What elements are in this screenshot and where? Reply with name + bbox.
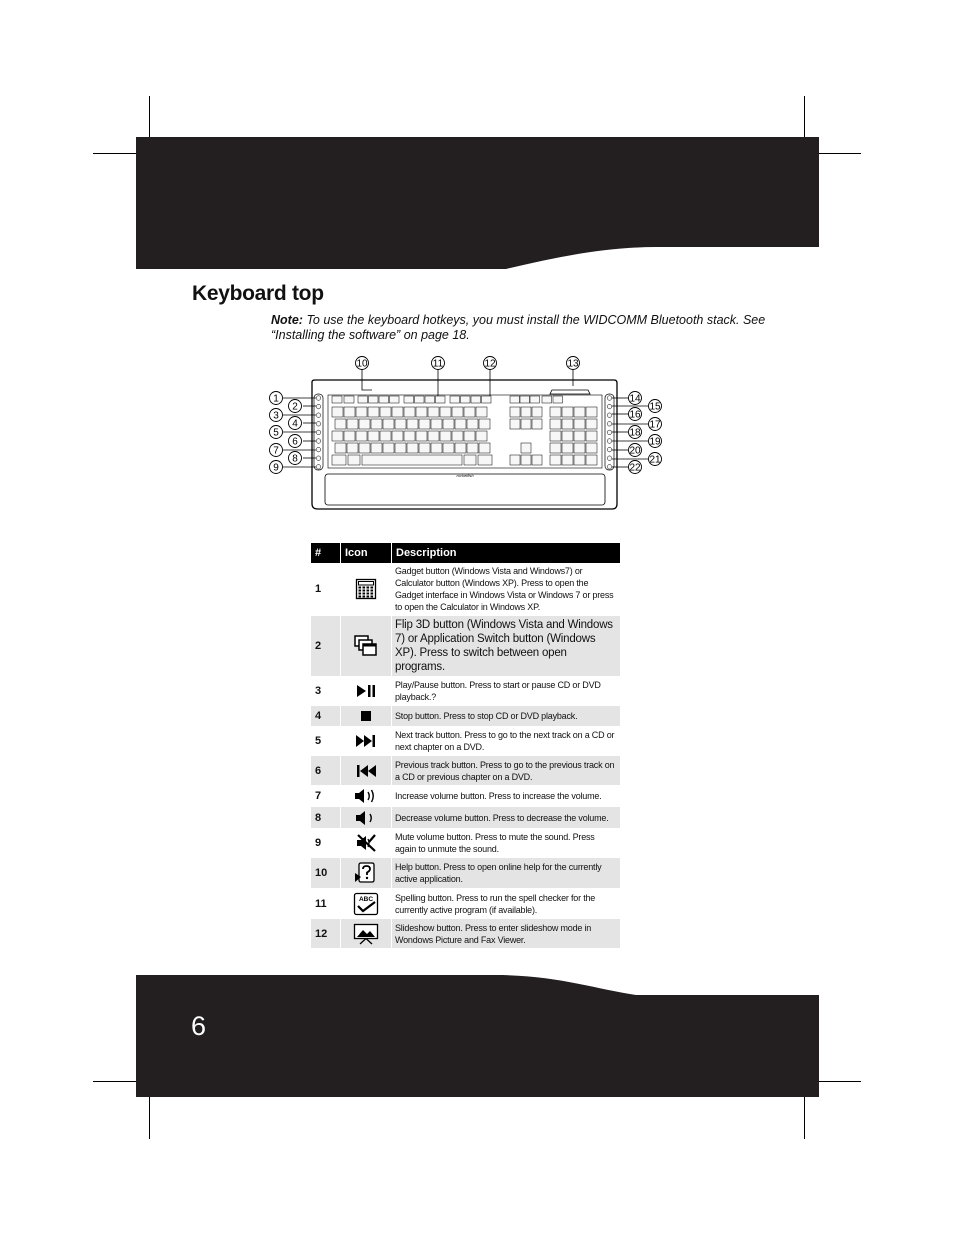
callout-18 [629, 426, 642, 439]
callout-label: 16 [629, 409, 641, 421]
keyboard-key [369, 396, 379, 403]
callout-label: 2 [292, 401, 298, 413]
callout-12 [484, 357, 497, 370]
keyboard-key [425, 396, 435, 403]
side-button [316, 447, 321, 452]
keyboard-key [428, 431, 439, 441]
callout-label: 3 [273, 410, 279, 422]
table-row [311, 727, 620, 756]
callout-16 [629, 408, 642, 421]
next-track-icon [341, 727, 392, 756]
keyboard-key [510, 419, 520, 429]
help-icon [341, 858, 392, 889]
side-button [607, 404, 612, 409]
keyboard-key [532, 455, 542, 465]
callout-label: 14 [629, 393, 641, 405]
keyboard-key [542, 396, 552, 403]
crop-mark [804, 1097, 805, 1139]
table-row [311, 807, 620, 829]
callout-label: 20 [629, 445, 641, 457]
keyboard-key [436, 396, 446, 403]
callout-label: 1 [273, 393, 279, 405]
table-row [311, 706, 620, 727]
keyboard-key [419, 419, 430, 429]
keyboard-key [332, 455, 346, 465]
keyboard-key [550, 455, 561, 465]
row-number: 7 [311, 786, 341, 807]
callout-8 [289, 452, 302, 465]
crop-mark [149, 1097, 150, 1139]
row-description: Next track button. Press to go to the next track on a CD or next chapter on a DVD. [392, 727, 621, 756]
note [271, 313, 771, 343]
keyboard-key [407, 443, 418, 453]
slideshow-icon [341, 919, 392, 949]
keyboard-key [419, 443, 430, 453]
header-band [136, 137, 819, 269]
keyboard-key [510, 407, 520, 417]
callout-label: 6 [292, 436, 298, 448]
header-description: Description [392, 543, 621, 563]
keyboard-key [562, 419, 573, 429]
row-number: 1 [311, 563, 341, 616]
keyboard-key [347, 419, 358, 429]
keyboard-key [550, 443, 561, 453]
keyboard-key [455, 443, 466, 453]
callout-17 [649, 418, 662, 431]
row-description: Play/Pause button. Press to start or pause CD or DVD playback.? [392, 677, 621, 706]
callout-label: 11 [432, 358, 444, 370]
keyboard-key [392, 431, 403, 441]
callout-19 [649, 435, 662, 448]
keyboard-key [586, 443, 597, 453]
row-description: Previous track button. Press to go to the previous track on a CD or previous chapter on a DVD. [392, 756, 621, 786]
side-button [316, 439, 321, 444]
keyboard-key [574, 443, 585, 453]
keyboard-key [479, 443, 490, 453]
row-number: 6 [311, 756, 341, 786]
keyboard-key [455, 419, 466, 429]
keyboard-key [404, 407, 415, 417]
spelling-icon-text: ABC [358, 895, 374, 903]
keyboard-key [371, 419, 382, 429]
keyboard-key [586, 407, 597, 417]
keyboard-key [443, 419, 454, 429]
crop-mark [819, 153, 861, 154]
callout-label: 15 [649, 401, 661, 413]
row-description: Slideshow button. Press to enter slideshow mode in Wondows Picture and Fax Viewer. [392, 919, 621, 949]
keyboard-key [574, 455, 585, 465]
row-description: Help button. Press to open online help for the currently active application. [392, 858, 621, 889]
keyboard-key [407, 419, 418, 429]
callout-6 [289, 435, 302, 448]
callout-22 [629, 461, 642, 474]
callout-label: 18 [629, 427, 641, 439]
callout-1 [270, 392, 283, 405]
row-number: 9 [311, 829, 341, 858]
keyboard-key [332, 396, 342, 403]
callout-label: 22 [629, 462, 641, 474]
keyboard-key [428, 407, 439, 417]
keyboard-key [574, 419, 585, 429]
keyboard-key [335, 419, 346, 429]
header-icon: Icon [341, 543, 392, 563]
keyboard-key [383, 419, 394, 429]
table-row [311, 889, 620, 919]
side-button [607, 413, 612, 418]
row-number: 8 [311, 807, 341, 829]
keyboard-key [380, 431, 391, 441]
keyboard-key [478, 455, 492, 465]
volume-down-icon [341, 807, 392, 829]
keyboard-key [416, 407, 427, 417]
stop-icon [341, 706, 392, 727]
side-button [316, 465, 321, 470]
keyboard-key [368, 407, 379, 417]
note-text: To use the keyboard hotkeys, you must install the WIDCOMM Bluetooth stack. See “Installing the software” on page 18. [271, 313, 766, 342]
callout-13 [567, 357, 580, 370]
keyboard-key [380, 407, 391, 417]
callout-label: 13 [567, 358, 579, 370]
row-number: 4 [311, 706, 341, 727]
keyboard-key [404, 431, 415, 441]
crop-mark [804, 96, 805, 138]
table-row [311, 677, 620, 706]
row-description: Decrease volume button. Press to decrease the volume. [392, 807, 621, 829]
row-number: 10 [311, 858, 341, 889]
page-title: Keyboard top [192, 282, 324, 305]
keyboard-key [383, 443, 394, 453]
callout-label: 10 [356, 358, 368, 370]
keyboard-key [479, 419, 490, 429]
keyboard-key [356, 407, 367, 417]
side-button [316, 430, 321, 435]
callout-label: 7 [273, 445, 279, 457]
row-number: 5 [311, 727, 341, 756]
callout-15 [649, 400, 662, 413]
row-description: Flip 3D button (Windows Vista and Windows 7) or Application Switch button (Windows XP). Press to switch between open programs. [392, 616, 621, 677]
note-label: Note: [271, 313, 303, 327]
keyboard-key [359, 443, 370, 453]
keyboard-key [368, 431, 379, 441]
keyboard-key [562, 443, 573, 453]
keyboard-key [510, 396, 520, 403]
spelling-icon [341, 889, 392, 919]
callout-2 [289, 400, 302, 413]
flip-3d-icon [341, 616, 392, 677]
keyboard-key [332, 431, 343, 441]
keyboard-key [335, 443, 346, 453]
table-header-row [311, 543, 620, 563]
keyboard-key [521, 455, 531, 465]
keyboard-key [440, 407, 451, 417]
side-button [607, 456, 612, 461]
keyboard-key [416, 431, 427, 441]
row-number: 2 [311, 616, 341, 677]
keyboard-key [464, 431, 475, 441]
keyboard-key [358, 396, 368, 403]
callout-label: 8 [292, 453, 298, 465]
keyboard-key [586, 455, 597, 465]
keyboard-key [371, 443, 382, 453]
keyboard-key [521, 419, 531, 429]
page-number: 6 [191, 1011, 207, 1041]
keyboard-key [461, 396, 471, 403]
keyboard-key [521, 443, 531, 453]
callout-label: 9 [273, 462, 279, 474]
keyboard-key [550, 407, 561, 417]
keyboard-key [464, 455, 476, 465]
row-description: Gadget button (Windows Vista and Windows7) or Calculator button (Windows XP). Press to open the Gadget interface in Windows Vista or Windows 7 or press to open the Calculator in Windows XP. [392, 563, 621, 616]
keyboard-key [482, 396, 492, 403]
keyboard-key [471, 396, 481, 403]
keyboard-key [344, 431, 355, 441]
callout-label: 19 [649, 436, 661, 448]
row-description: Mute volume button. Press to mute the sound. Press again to unmute the sound. [392, 829, 621, 858]
keyboard-key [332, 407, 343, 417]
keyboard-key [379, 396, 389, 403]
calculator-icon [341, 563, 392, 616]
keyboard-key [550, 419, 561, 429]
side-button [607, 465, 612, 470]
callout-14 [629, 392, 642, 405]
crop-mark [93, 153, 136, 154]
side-button [607, 396, 612, 401]
keyboard-key [520, 396, 530, 403]
table-row [311, 829, 620, 858]
keyboard-key [586, 419, 597, 429]
callout-11 [432, 357, 445, 370]
table-row [311, 786, 620, 807]
row-description: Increase volume button. Press to increase the volume. [392, 786, 621, 807]
callout-label: 12 [484, 358, 496, 370]
keyboard-key [347, 443, 358, 453]
keyboard-key [467, 443, 478, 453]
keyboard-key [510, 455, 520, 465]
side-button [607, 447, 612, 452]
crop-mark [819, 1081, 861, 1082]
keyboard-key [443, 443, 454, 453]
keyboard-key [586, 431, 597, 441]
side-button [316, 396, 321, 401]
keyboard-key [359, 419, 370, 429]
side-button [316, 422, 321, 427]
keyboard-key [392, 407, 403, 417]
keyboard-key [550, 431, 561, 441]
keyboard-key [553, 396, 563, 403]
side-button [607, 430, 612, 435]
crop-mark [93, 1081, 136, 1082]
play-pause-icon [341, 677, 392, 706]
callout-21 [649, 453, 662, 466]
mute-icon [341, 829, 392, 858]
keyboard-key [452, 431, 463, 441]
callout-label: 5 [273, 427, 279, 439]
footer-band [136, 975, 819, 1097]
callout-label: 4 [292, 418, 298, 430]
keyboard-brand: rocketfish [456, 473, 474, 478]
keyboard-key [344, 407, 355, 417]
header-number: # [311, 543, 341, 563]
row-number: 3 [311, 677, 341, 706]
keyboard-key [532, 419, 542, 429]
side-button [607, 439, 612, 444]
keyboard-key [395, 443, 406, 453]
callout-label: 17 [649, 419, 661, 431]
keyboard-key [532, 407, 542, 417]
callout-5 [270, 426, 283, 439]
callout-9 [270, 461, 283, 474]
keyboard-key [562, 407, 573, 417]
side-button [316, 413, 321, 418]
volume-up-icon [341, 786, 392, 807]
side-button [607, 422, 612, 427]
side-button [316, 456, 321, 461]
keyboard-top-illustration [260, 350, 670, 518]
keyboard-key [450, 396, 460, 403]
row-number: 12 [311, 919, 341, 949]
keyboard-key [440, 431, 451, 441]
keyboard-key [348, 455, 360, 465]
keyboard-key [431, 419, 442, 429]
keyboard-key [562, 455, 573, 465]
callout-3 [270, 409, 283, 422]
keyboard-key [476, 407, 487, 417]
table-row [311, 858, 620, 889]
callout-7 [270, 444, 283, 457]
keyboard-key [404, 396, 414, 403]
keyboard-key [452, 407, 463, 417]
crop-mark [149, 96, 150, 138]
keyboard-key [476, 431, 487, 441]
side-button [316, 404, 321, 409]
table-row [311, 563, 620, 616]
callout-10 [356, 357, 369, 370]
keyboard-key [562, 431, 573, 441]
callout-label: 21 [649, 454, 661, 466]
row-description: Stop button. Press to stop CD or DVD playback. [392, 706, 621, 727]
keyboard-key [574, 431, 585, 441]
keyboard-key [521, 407, 531, 417]
table-row [311, 616, 620, 677]
keyboard-key [467, 419, 478, 429]
row-number: 11 [311, 889, 341, 919]
keyboard-key [362, 455, 462, 465]
keyboard-key [344, 396, 354, 403]
keyboard-key [431, 443, 442, 453]
keyboard-key [415, 396, 425, 403]
previous-track-icon [341, 756, 392, 786]
keyboard-key [395, 419, 406, 429]
keyboard-key [574, 407, 585, 417]
callout-20 [629, 444, 642, 457]
row-description: Spelling button. Press to run the spell checker for the currently active program (if available). [392, 889, 621, 919]
keyboard-key [464, 407, 475, 417]
keyboard-key [530, 396, 540, 403]
callout-4 [289, 417, 302, 430]
table-row [311, 919, 620, 949]
table-row [311, 756, 620, 786]
keyboard-key [390, 396, 400, 403]
hotkey-table [311, 543, 620, 949]
keyboard-key [356, 431, 367, 441]
